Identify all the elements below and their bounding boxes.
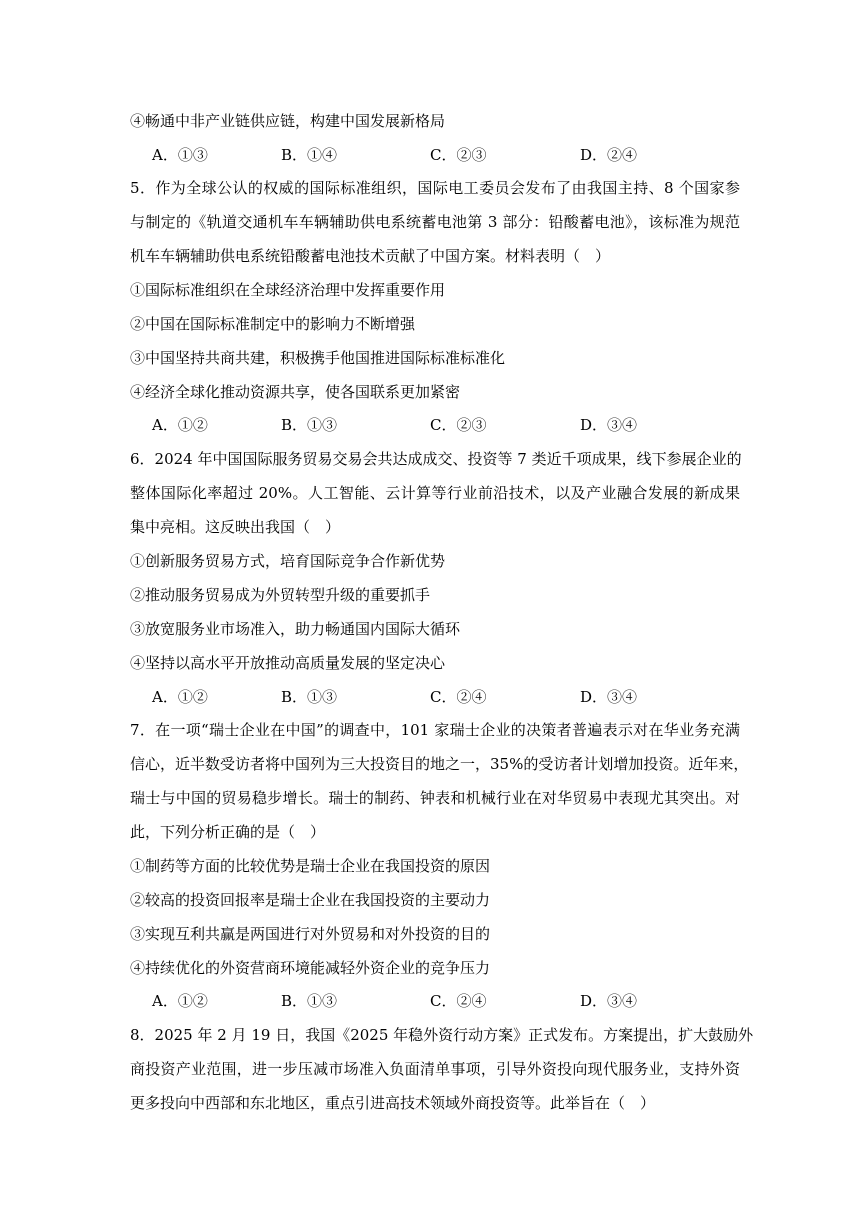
q6-item-4: ④坚持以高水平开放推动高质量发展的坚定决心 [130, 654, 446, 672]
q7-item-3: ③实现互利共赢是两国进行对外贸易和对外投资的目的 [130, 925, 491, 943]
q4-options [152, 145, 712, 165]
q5-stem-line-2: 与制定的《轨道交通机车车辆辅助供电系统蓄电池第 3 部分：铅酸蓄电池》，该标准为规范 [130, 213, 740, 231]
q7-stem-line-2: 信心，近半数受访者将中国列为三大投资目的地之一，35%的受访者计划增加投资。近年来， [130, 755, 749, 773]
q6-options [152, 687, 712, 707]
q7-item-1: ①制药等方面的比较优势是瑞士企业在我国投资的原因 [130, 857, 491, 875]
q6-option-b: B．①③ [281, 688, 338, 706]
q7-item-2: ②较高的投资回报率是瑞士企业在我国投资的主要动力 [130, 891, 491, 909]
q7-stem-line-3: 瑞士与中国的贸易稳步增长。瑞士的制药、钟表和机械行业在对华贸易中表现尤其突出。对 [130, 789, 740, 807]
q5-option-b: B．①③ [281, 416, 338, 434]
q4-item-4: ④畅通中非产业链供应链，构建中国发展新格局 [130, 112, 446, 130]
q7-stem-line-1: 7．在一项“瑞士企业在中国”的调查中，101 家瑞士企业的决策者普遍表示对在华业务充满 [130, 721, 740, 739]
q6-item-2: ②推动服务贸易成为外贸转型升级的重要抓手 [130, 586, 431, 604]
q4-option-c: C．②③ [430, 146, 487, 164]
q6-option-d: D．③④ [580, 688, 638, 706]
q5-option-d: D．③④ [580, 416, 638, 434]
q6-option-c: C．②④ [430, 688, 487, 706]
q5-option-c: C．②③ [430, 416, 487, 434]
q5-item-4: ④经济全球化推动资源共享，使各国联系更加紧密 [130, 383, 461, 401]
q4-option-a: A．①③ [152, 146, 208, 164]
q5-stem-line-3: 机车车辆辅助供电系统铅酸蓄电池技术贡献了中国方案。材料表明（ ） [130, 247, 611, 265]
q4-option-b: B．①④ [281, 146, 338, 164]
q5-item-3: ③中国坚持共商共建，积极携手他国推进国际标准标准化 [130, 349, 506, 367]
q7-options [152, 991, 712, 1011]
q8-stem-line-3: 更多投向中西部和东北地区，重点引进高技术领域外商投资等。此举旨在（ ） [130, 1094, 656, 1112]
q4-option-d: D．②④ [580, 146, 638, 164]
q7-option-d: D．③④ [580, 992, 638, 1010]
q7-stem-line-4: 此，下列分析正确的是（ ） [130, 823, 326, 841]
q7-option-c: C．②④ [430, 992, 487, 1010]
q6-item-3: ③放宽服务业市场准入，助力畅通国内国际大循环 [130, 620, 461, 638]
q6-option-a: A．①② [152, 688, 208, 706]
q5-item-2: ②中国在国际标准制定中的影响力不断增强 [130, 315, 416, 333]
q6-stem-line-1: 6．2024 年中国国际服务贸易交易会共达成成交、投资等 7 类近千项成果，线下参展企业的 [130, 450, 742, 468]
q7-item-4: ④持续优化的外资营商环境能减轻外资企业的竞争压力 [130, 959, 491, 977]
q7-option-a: A．①② [152, 992, 208, 1010]
q5-item-1: ①国际标准组织在全球经济治理中发挥重要作用 [130, 281, 446, 299]
q8-stem-line-2: 商投资产业范围，进一步压减市场准入负面清单事项，引导外资投向现代服务业，支持外资 [130, 1060, 740, 1078]
q6-item-1: ①创新服务贸易方式，培育国际竞争合作新优势 [130, 552, 446, 570]
q5-stem-line-1: 5．作为全球公认的权威的国际标准组织，国际电工委员会发布了由我国主持、8 个国家参 [130, 179, 740, 197]
q6-stem-line-3: 集中亮相。这反映出我国（ ） [130, 518, 341, 536]
q6-stem-line-2: 整体国际化率超过 20%。人工智能、云计算等行业前沿技术，以及产业融合发展的新成果 [130, 484, 740, 502]
q8-stem-line-1: 8．2025 年 2 月 19 日，我国《2025 年稳外资行动方案》正式发布。方案提出，扩大鼓励外 [130, 1026, 754, 1044]
q5-option-a: A．①② [152, 416, 208, 434]
q7-option-b: B．①③ [281, 992, 338, 1010]
q5-options [152, 415, 712, 435]
